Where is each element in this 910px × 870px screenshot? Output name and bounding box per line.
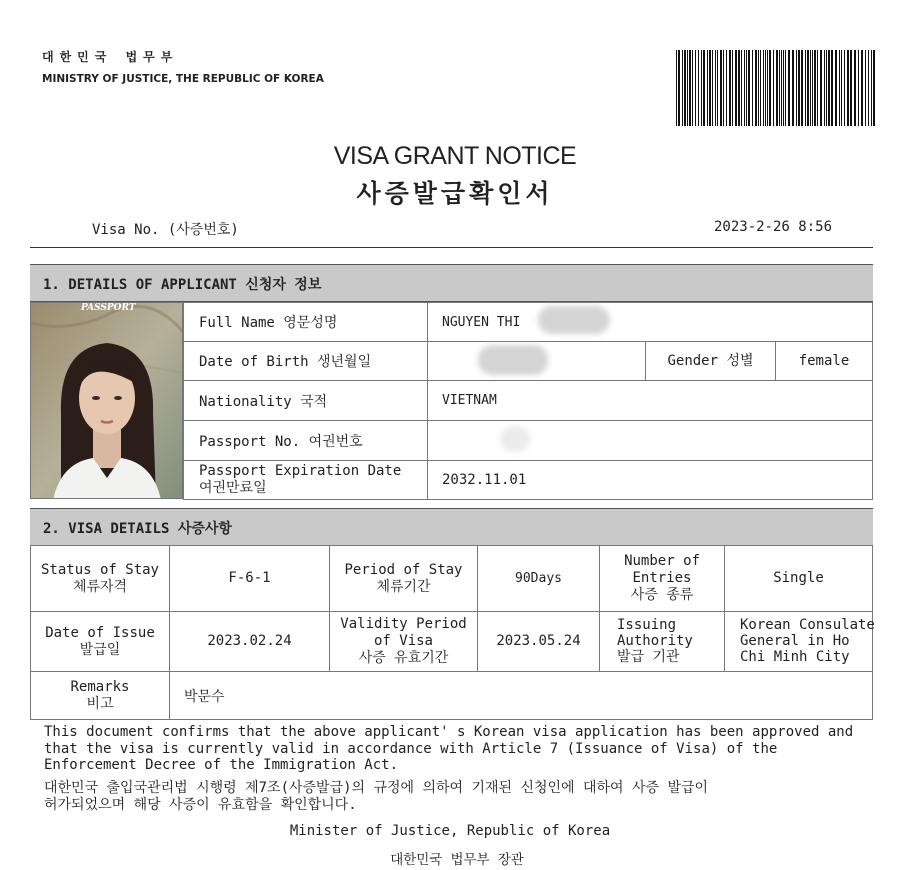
barcode-bar [776,50,778,126]
barcode-bar [871,50,872,126]
barcode-bar [738,50,740,126]
nationality-label: Nationality 국적 [183,380,428,421]
barcode-bar [839,50,840,126]
section-visa-title: 2. VISA DETAILS 사증사항 [43,521,232,537]
barcode-bar [715,50,716,126]
barcode-bar [781,50,782,126]
barcode-bar [687,50,688,126]
barcode-bar [684,50,686,126]
validity-period-label-ko: 사증 유효기간 [358,650,449,666]
barcode-bar [844,50,845,126]
barcode-bar [788,50,790,126]
barcode-bar [692,50,693,126]
section-applicant-title: 1. DETAILS OF APPLICANT 신청자 정보 [43,277,322,293]
barcode-bar [758,50,759,126]
number-of-entries-label-line1: Number of [624,553,700,569]
date-of-issue-label-en: Date of Issue [45,624,155,641]
barcode-bar [689,50,691,126]
status-of-stay-label [30,545,170,612]
applicant-photo [30,302,183,499]
barcode-bar [698,50,699,126]
section-applicant-header [30,264,873,302]
barcode-bar [765,50,766,126]
remarks-value: 박문수 [169,671,873,720]
gender-label: Gender 성별 [645,341,776,381]
confirmation-statement-korean: 대한민국 출입국관리법 시행령 제7조(사증발급)의 규정에 의하여 기재된 신청인에 대하여 사증 발급이 허가되었으며 해당 사증이 유효함을 확인합니다. [44,780,709,813]
barcode-bar [798,50,800,126]
barcode [676,50,876,126]
minister-title-korean: 대한민국 법무부 장관 [390,852,524,868]
document-title-english: VISA GRANT NOTICE [333,142,577,170]
barcode-bar [828,50,830,126]
date-of-issue-label-ko: 발급일 [79,641,121,658]
minister-title-english: Minister of Justice, Republic of Korea [289,823,611,839]
barcode-bar [760,50,761,126]
status-of-stay-label-en: Status of Stay [40,561,159,578]
redaction-mark [500,426,530,452]
validity-period-label [329,611,478,672]
barcode-bar [820,50,822,126]
confirmation-statement-english: This document confirms that the above applicant' s Korean visa application has been approved and that the visa is currently valid in accordance with Article 7 (Issuance of Visa) of the Enforcement Decree of the Immigration Act. [44,724,854,773]
barcode-bar [712,50,713,126]
barcode-bar [835,50,837,126]
barcode-bar [709,50,711,126]
passport-number-label: Passport No. 여권번호 [183,420,428,461]
barcode-bar [720,50,722,126]
barcode-bar [805,50,806,126]
photo-stamp-text: PASSPORT [81,303,136,313]
full-name-value [427,302,873,342]
number-of-entries-label-line2: Entries [632,570,692,586]
barcode-bar [873,50,875,126]
issuing-authority-label-ko: 발급 기관 [617,649,680,665]
barcode-bar [755,50,757,126]
barcode-bar [678,50,680,126]
barcode-bar [796,50,797,126]
validity-period-label-line1: Validity Period [340,616,467,632]
barcode-bar [695,50,696,126]
barcode-bar [807,50,809,126]
barcode-bar [773,50,774,126]
barcode-bar [741,50,742,126]
barcode-bar [717,50,718,126]
passport-expiration-label-en: Passport Expiration Date [199,463,402,479]
remarks-label [30,671,170,720]
barcode-bar [865,50,866,126]
section-visa-header [30,508,873,546]
ministry-english: MINISTRY OF JUSTICE, THE REPUBLIC OF KOREA [42,73,324,85]
status-of-stay-label-ko: 체류자격 [72,578,128,595]
barcode-bar [785,50,786,126]
photo-portrait-image [31,303,183,499]
barcode-bar [682,50,683,126]
barcode-bar [726,50,727,126]
barcode-bar [744,50,745,126]
number-of-entries-label-ko: 사증 종류 [630,587,694,603]
barcode-bar [746,50,747,126]
issuing-authority-value-line3: Chi Minh City [740,649,850,665]
divider [30,247,873,248]
visa-number-label: Visa No. (사증번호) [92,222,239,238]
barcode-bar [810,50,811,126]
barcode-bar [801,50,803,126]
barcode-bar [701,50,702,126]
passport-expiration-label [183,460,428,500]
barcode-bar [847,50,849,126]
status-of-stay-value: F-6-1 [169,545,330,612]
passport-expiration-value: 2032.11.01 [427,460,873,500]
issue-datetime: 2023-2-26 8:56 [714,219,833,235]
barcode-bar [831,50,833,126]
full-name-text: NGUYEN THI [442,314,521,330]
number-of-entries-value: Single [724,545,873,612]
barcode-bar [783,50,784,126]
barcode-bar [703,50,705,126]
barcode-bar [748,50,750,126]
issuing-authority-value-line2: General in Ho [740,633,850,649]
issuing-authority-value [724,611,873,672]
barcode-bar [854,50,856,126]
passport-expiration-label-ko: 여권만료일 [199,480,267,496]
redaction-mark [478,345,548,375]
remarks-label-en: Remarks [70,678,130,695]
remarks-label-ko: 비고 [86,695,114,712]
barcode-bar [826,50,827,126]
period-of-stay-label [329,545,478,612]
barcode-bar [812,50,813,126]
document-title-korean: 사증발급확인서 [356,179,554,208]
barcode-bar [769,50,771,126]
barcode-bar [779,50,780,126]
redaction-mark [538,306,610,334]
barcode-bar [735,50,737,126]
issuing-authority-value-line1: Korean Consulate [740,617,875,633]
period-of-stay-label-en: Period of Stay [344,561,463,578]
full-name-label: Full Name 영문성명 [183,302,428,342]
barcode-bar [850,50,852,126]
barcode-bar [707,50,708,126]
date-of-issue-label [30,611,170,672]
barcode-bar [732,50,733,126]
barcode-bar [858,50,859,126]
date-of-birth-label: Date of Birth 생년월일 [183,341,428,381]
barcode-bar [792,50,794,126]
period-of-stay-value: 90Days [477,545,600,612]
ministry-korean: 대한민국 법무부 [42,50,179,64]
issuing-authority-label-line2: Authority [617,633,693,649]
barcode-bar [729,50,731,126]
validity-period-label-line2: of Visa [373,633,433,649]
barcode-bar [763,50,764,126]
period-of-stay-label-ko: 체류기간 [376,578,431,595]
barcode-bar [723,50,724,126]
barcode-bar [817,50,818,126]
number-of-entries-label [599,545,725,612]
barcode-bar [767,50,768,126]
date-of-issue-value: 2023.02.24 [169,611,330,672]
barcode-bar [676,50,677,126]
barcode-bar [752,50,753,126]
barcode-bar [814,50,816,126]
nationality-value: VIETNAM [427,380,873,421]
barcode-bar [841,50,842,126]
validity-period-value: 2023.05.24 [477,611,600,672]
barcode-bar [824,50,825,126]
barcode-bar [868,50,869,126]
issuing-authority-label-line1: Issuing [617,617,677,633]
barcode-bar [861,50,863,126]
gender-value: female [775,341,873,381]
passport-number-value [427,420,873,461]
issuing-authority-label [599,611,725,672]
